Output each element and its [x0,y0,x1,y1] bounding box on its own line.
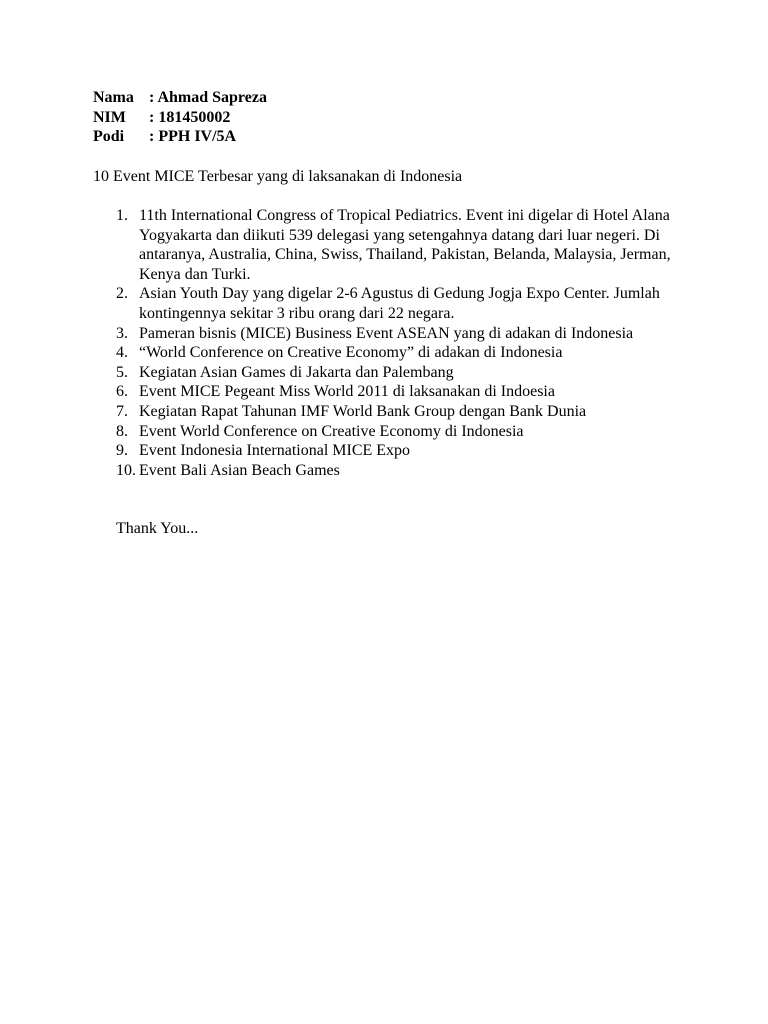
event-text: Event Indonesia International MICE Expo [139,442,411,460]
name-row [93,88,267,108]
event-number: 2. [116,285,128,303]
document-title: 10 Event MICE Terbesar yang di laksanakan di Indonesia [93,168,463,185]
student-info [93,88,267,147]
event-item-9 [116,441,686,461]
event-item-10 [116,461,686,481]
name-value: : Ahmad Sapreza [149,89,267,106]
event-number: 8. [116,422,128,440]
event-number: 1. [116,207,128,224]
event-number: 5. [116,363,128,381]
event-text: “World Conference on Creative Economy” di adakan di Indonesia [139,344,563,362]
event-text: Kegiatan Asian Games di Jakarta dan Palembang [139,363,454,381]
event-item-2 [116,284,686,323]
closing-text: Thank You... [116,520,199,537]
event-text: Event MICE Pegeant Miss World 2011 di laksanakan di Indoesia [139,383,555,401]
nim-label: NIM [93,108,126,126]
event-number: 4. [116,344,128,362]
event-item-7 [116,402,686,422]
program-row [93,127,267,147]
event-list [116,206,686,480]
event-text: Pameran bisnis (MICE) Business Event ASEAN yang di adakan di Indonesia [139,324,634,342]
event-text: Event Bali Asian Beach Games [139,461,340,479]
program-label: Podi [93,128,125,146]
event-item-6 [116,382,686,402]
event-item-3 [116,324,686,344]
event-text: Kegiatan Rapat Tahunan IMF World Bank Group dengan Bank Dunia [139,402,587,420]
event-text: Event World Conference on Creative Economy di Indonesia [139,422,524,440]
event-number: 6. [116,383,128,401]
event-number: 9. [116,442,128,460]
event-text: 11th International Congress of Tropical Pediatrics. Event ini digelar di Hotel Alana Yogyakarta dan diikuti 539 delegasi yang setengahnya datang dari luar negeri. Di antaranya, Australia, China, Swiss, Thailand, Pakistan, Belanda, Malaysia, Jerman, Kenya dan Turki. [139,207,671,283]
event-item-8 [116,422,686,442]
nim-row [93,108,267,128]
name-label: Nama [93,89,134,106]
nim-value: : 181450002 [149,108,231,126]
event-item-4 [116,343,686,363]
event-item-5 [116,363,686,383]
event-number: 10. [116,461,136,479]
event-number: 3. [116,324,128,342]
event-text: Asian Youth Day yang digelar 2-6 Agustus di Gedung Jogja Expo Center. Jumlah kontingennya sekitar 3 ribu orang dari 22 negara. [139,285,660,322]
program-value: : PPH IV/5A [149,128,237,146]
event-number: 7. [116,402,128,420]
event-item-1 [116,206,686,284]
